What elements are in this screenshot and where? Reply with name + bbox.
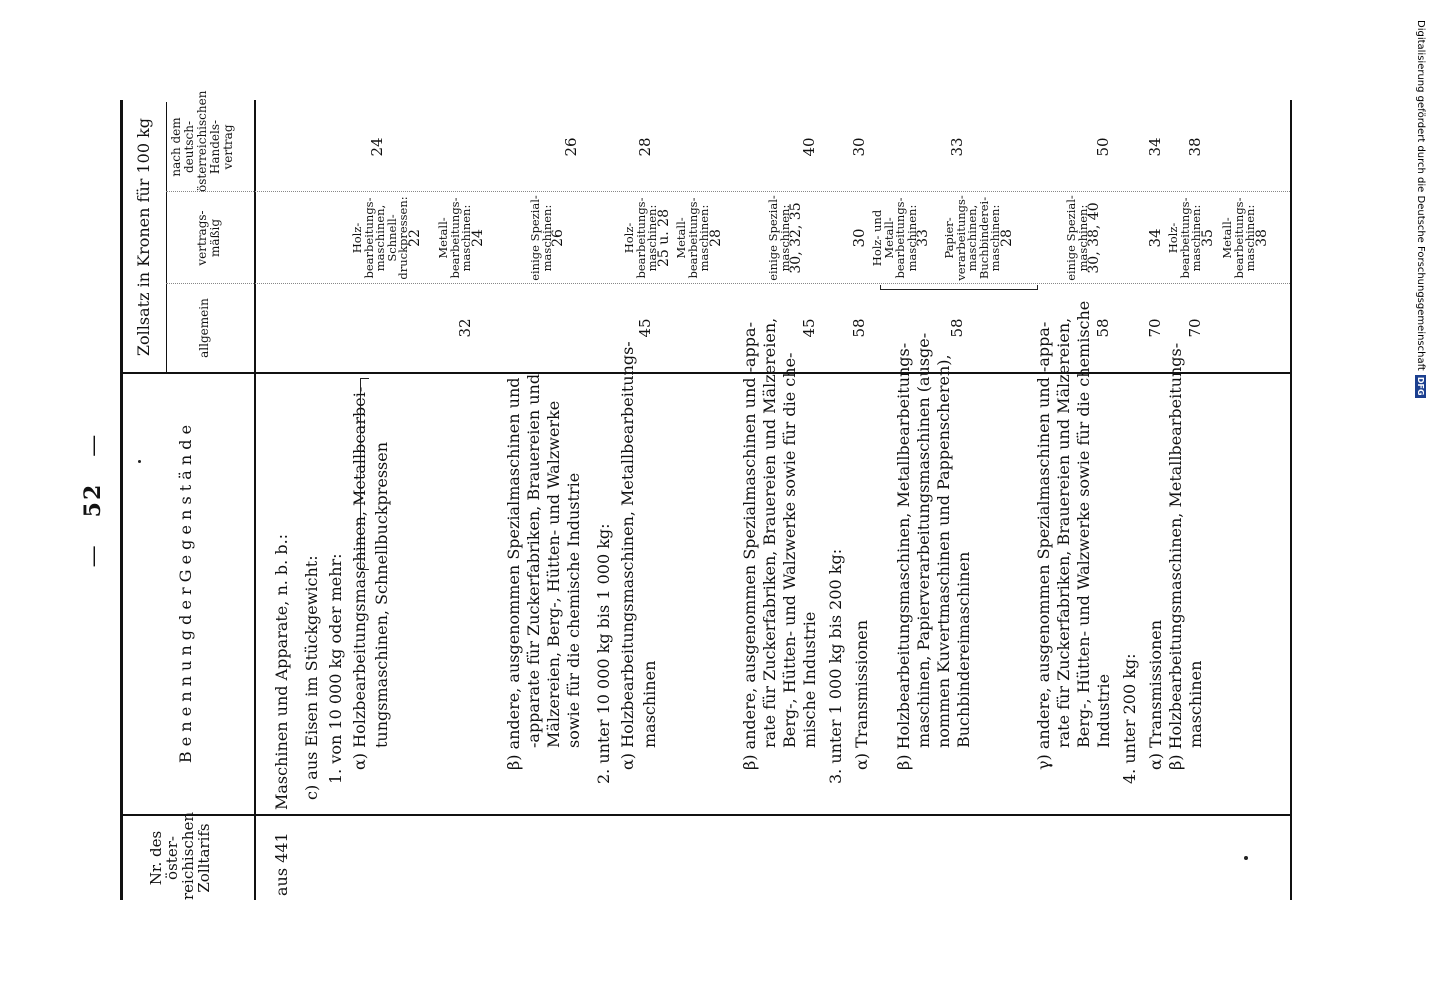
handel-value: 38	[1186, 137, 1204, 157]
item-text: maschinen, Papierverarbeitungsmaschinen (ausge-	[914, 332, 933, 748]
allgemein-value: 70	[1186, 318, 1204, 338]
item-text: Mälzereien, Berg-, Hütten- und Walzwerke	[544, 400, 563, 748]
dfg-logo: DFG	[1416, 376, 1425, 396]
handel-value: 33	[948, 137, 966, 157]
item-text: c) aus Eisen im Stückgewicht:	[302, 555, 321, 800]
vertrag-note: Metall- bearbeitungs- maschinen: 28	[674, 197, 724, 279]
item-text: β) Holzbearbeitungsmaschinen, Metallbearbeitungs-	[894, 342, 913, 770]
item-text: α) Holzbearbeitungsmaschinen, Metallbearbeitungs-	[618, 341, 637, 770]
item-text: β) Holzbearbeitungsmaschinen, Metallbearbeitungs-	[1166, 342, 1185, 770]
item-text: nommen Kuvertmaschinen und Pappenscheren),	[934, 354, 953, 748]
digitization-credit	[1415, 20, 1426, 398]
vertrag-note: Holz- bearbeitungs- maschinen: 35	[1166, 197, 1216, 279]
tariff-number: aus 441	[272, 832, 291, 896]
handel-value: 50	[1094, 137, 1112, 157]
allgemein-value: 45	[636, 318, 654, 338]
zoll-sub-rule	[166, 102, 167, 374]
vertrag-brace	[880, 285, 1038, 290]
vertrag-note: Metall- bearbeitungs- maschinen: 38	[1220, 197, 1270, 279]
vertrag-note: einige Spezial- maschinen: 26	[528, 195, 566, 281]
handel-value: 30	[850, 137, 868, 157]
table-bottom-rule	[1290, 100, 1292, 900]
vertrag-note: Metall- bearbeitungs- maschinen: 24	[436, 197, 486, 279]
vertrag-note: Holz- bearbeitungs- maschinen, Schnell- druckpressen: 22	[350, 196, 423, 280]
page-number: —52—	[80, 432, 106, 568]
item-text: α) Transmissionen	[852, 619, 871, 770]
vertrag-note: Holz- und Metall- bearbeitungs- maschinen: 33	[870, 197, 931, 279]
vertrag-value: 34	[1146, 228, 1164, 248]
item-text: rate für Zuckerfabriken, Brauereien und Mälzereien,	[1054, 317, 1073, 748]
item-text: rate für Zuckerfabriken, Brauereien und Mälzereien,	[760, 317, 779, 748]
allgemein-value: 45	[800, 318, 818, 338]
item-text: 2. unter 10 000 kg bis 1 000 kg:	[594, 523, 613, 784]
allgemein-value: 58	[1094, 318, 1112, 338]
sub-divider-2	[166, 191, 1290, 192]
item-text: 4. unter 200 kg:	[1120, 653, 1139, 784]
allgemein-value: 58	[850, 318, 868, 338]
handel-value: 40	[800, 137, 818, 157]
handel-value: 28	[636, 137, 654, 157]
header-allgemein: allgemein	[197, 298, 211, 358]
sub-divider-1	[166, 283, 1290, 284]
allgemein-value: 58	[948, 318, 966, 338]
item-text: Maschinen und Apparate, n. b. b.:	[272, 533, 291, 810]
item-text: β) andere, ausgenommen Spezialmaschinen und	[504, 377, 523, 770]
item-text: tungsmaschinen, Schnellbuckpressen	[372, 441, 391, 748]
col-divider-nr	[120, 814, 1292, 816]
group-brace	[360, 378, 369, 570]
item-text: maschinen	[640, 660, 659, 748]
header-rule	[254, 100, 256, 900]
header-handel: nach dem deutsch- österreichischen Handels- vertrag	[169, 90, 235, 192]
item-text: sowie für die chemische Industrie	[564, 472, 583, 748]
item-text: maschinen	[1186, 660, 1205, 748]
vertrag-note: Papier- verarbeitungs- maschinen, Buchbinderei- maschinen: 28	[942, 195, 1015, 281]
item-text: -apparate für Zuckerfabriken, Brauereien und	[524, 373, 543, 748]
allgemein-value: 70	[1146, 318, 1164, 338]
handel-value: 34	[1146, 137, 1164, 157]
item-text: Berg-, Hütten- und Walzwerke sowie für die che-	[780, 352, 799, 748]
vertrag-note: einige Spezial- maschinen: 30, 32, 35	[766, 195, 804, 281]
credit-text: Digitalisierung gefördert durch die Deutsche Forschungsgemeinschaft	[1415, 20, 1426, 371]
item-text: β) andere, ausgenommen Spezialmaschinen und -appa-	[740, 322, 759, 770]
header-benennung: B e n e n n u n g d e r G e g e n s t ä n d e	[176, 424, 195, 764]
handel-value: 26	[562, 137, 580, 157]
vertrag-note: Holz- bearbeitungs- maschinen: 25 u. 28	[622, 197, 672, 279]
vertrag-value: 30	[850, 228, 868, 248]
header-vertrag: vertrags- mäßig	[195, 210, 222, 266]
col-divider-zoll	[120, 372, 1292, 374]
handel-value: 24	[368, 137, 386, 157]
allgemein-value: 32	[456, 318, 474, 338]
item-text: Buchbindereimaschinen	[954, 551, 973, 748]
item-text: Industrie	[1094, 673, 1113, 748]
header-zollsatz: Zollsatz in Kronen für 100 kg	[134, 117, 153, 357]
item-text: γ) andere, ausgenommen Spezialmaschinen und -appa-	[1034, 321, 1053, 770]
item-text: 1. von 10 000 kg oder mehr:	[326, 553, 345, 784]
item-text: 3. unter 1 000 kg bis 200 kg:	[826, 548, 845, 784]
item-text: mische Industrie	[800, 611, 819, 748]
item-text: α) Transmissionen	[1146, 619, 1165, 770]
item-text: Berg-, Hütten- und Walzwerke sowie für die chemische	[1074, 300, 1093, 748]
vertrag-note: einige Spezial- maschinen: 30, 38, 40	[1064, 195, 1102, 281]
header-nr: Nr. des öster- reichischen Zolltarifs	[147, 811, 213, 900]
item-text: α) Holzbearbeitungsmaschinen, Metallbearbei-	[350, 386, 369, 770]
table-top-rule	[120, 100, 123, 900]
